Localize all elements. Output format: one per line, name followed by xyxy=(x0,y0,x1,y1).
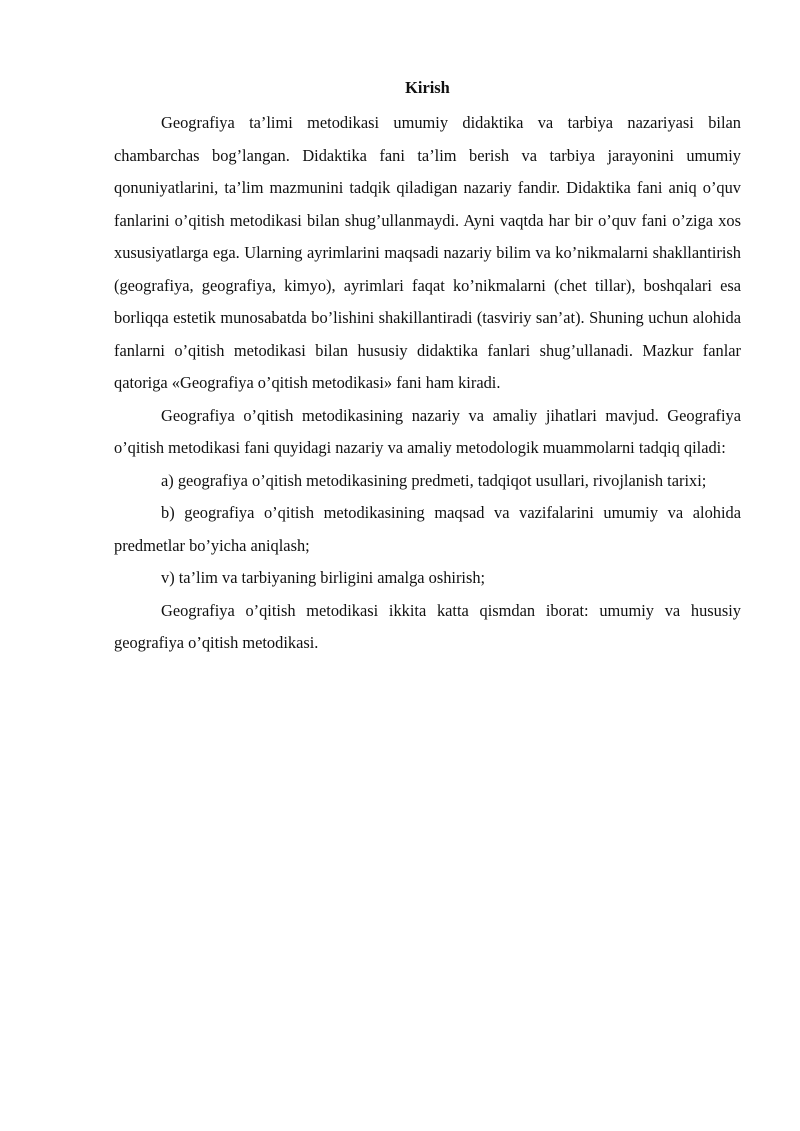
paragraph-introduction: Geografiya ta’limi metodikasi umumiy didaktika va tarbiya nazariyasi bilan chambarchas bog’langan. Didaktika fani ta’lim berish va tarbiya jarayonini umumiy qonuniyatlarini, ta’lim mazmunini tadqik qiladigan nazariy fandir. Didaktika fani aniq o’quv fanlarini o’qitish metodikasi bilan shug’ullanmaydi. Ayni vaqtda har bir o’quv fani o’ziga xos xususiyatlarga ega. Ularning ayrimlarini maqsadi nazariy bilim va ko’nikmalarni shakllantirish (geografiya, geografiya, kimyo), ayrimlari faqat ko’nikmalarni (chet tillar), boshqalari esa borliqqa estetik munosabatda bo’lishini shakillantiradi (tasviriy san’at). Shuning uchun alohida fanlarni o’qitish metodikasi bilan hususiy didaktika fanlari shug’ullanadi. Mazkur fanlar qatoriga «Geografiya o’qitish metodikasi» fani ham kiradi. xyxy=(114,113,741,392)
paragraph-aspects: Geografiya o’qitish metodikasining nazariy va amaliy jihatlari mavjud. Geografiya o’qitish metodikasi fani quyidagi nazariy va amaliy metodologik muammolarni tadqiq qiladi: xyxy=(114,405,741,457)
paragraph-conclusion: Geografiya o’qitish metodikasi ikkita katta qismdan iborat: umumiy va hususiy geografiya o’qitish metodikasi. xyxy=(114,600,741,652)
list-item-a: a) geografiya o’qitish metodikasining predmeti, tadqiqot usullari, rivojlanish tarixi; xyxy=(161,470,707,490)
list-item-v: v) ta’lim va tarbiyaning birligini amalga oshirish; xyxy=(161,568,486,587)
page-title: Kirish xyxy=(405,78,450,97)
document-page xyxy=(114,76,741,660)
list-item-b: b) geografiya o’qitish metodikasining maqsad va vazifalarini umumiy va alohida predmetlar bo’yicha aniqlash; xyxy=(114,503,741,555)
